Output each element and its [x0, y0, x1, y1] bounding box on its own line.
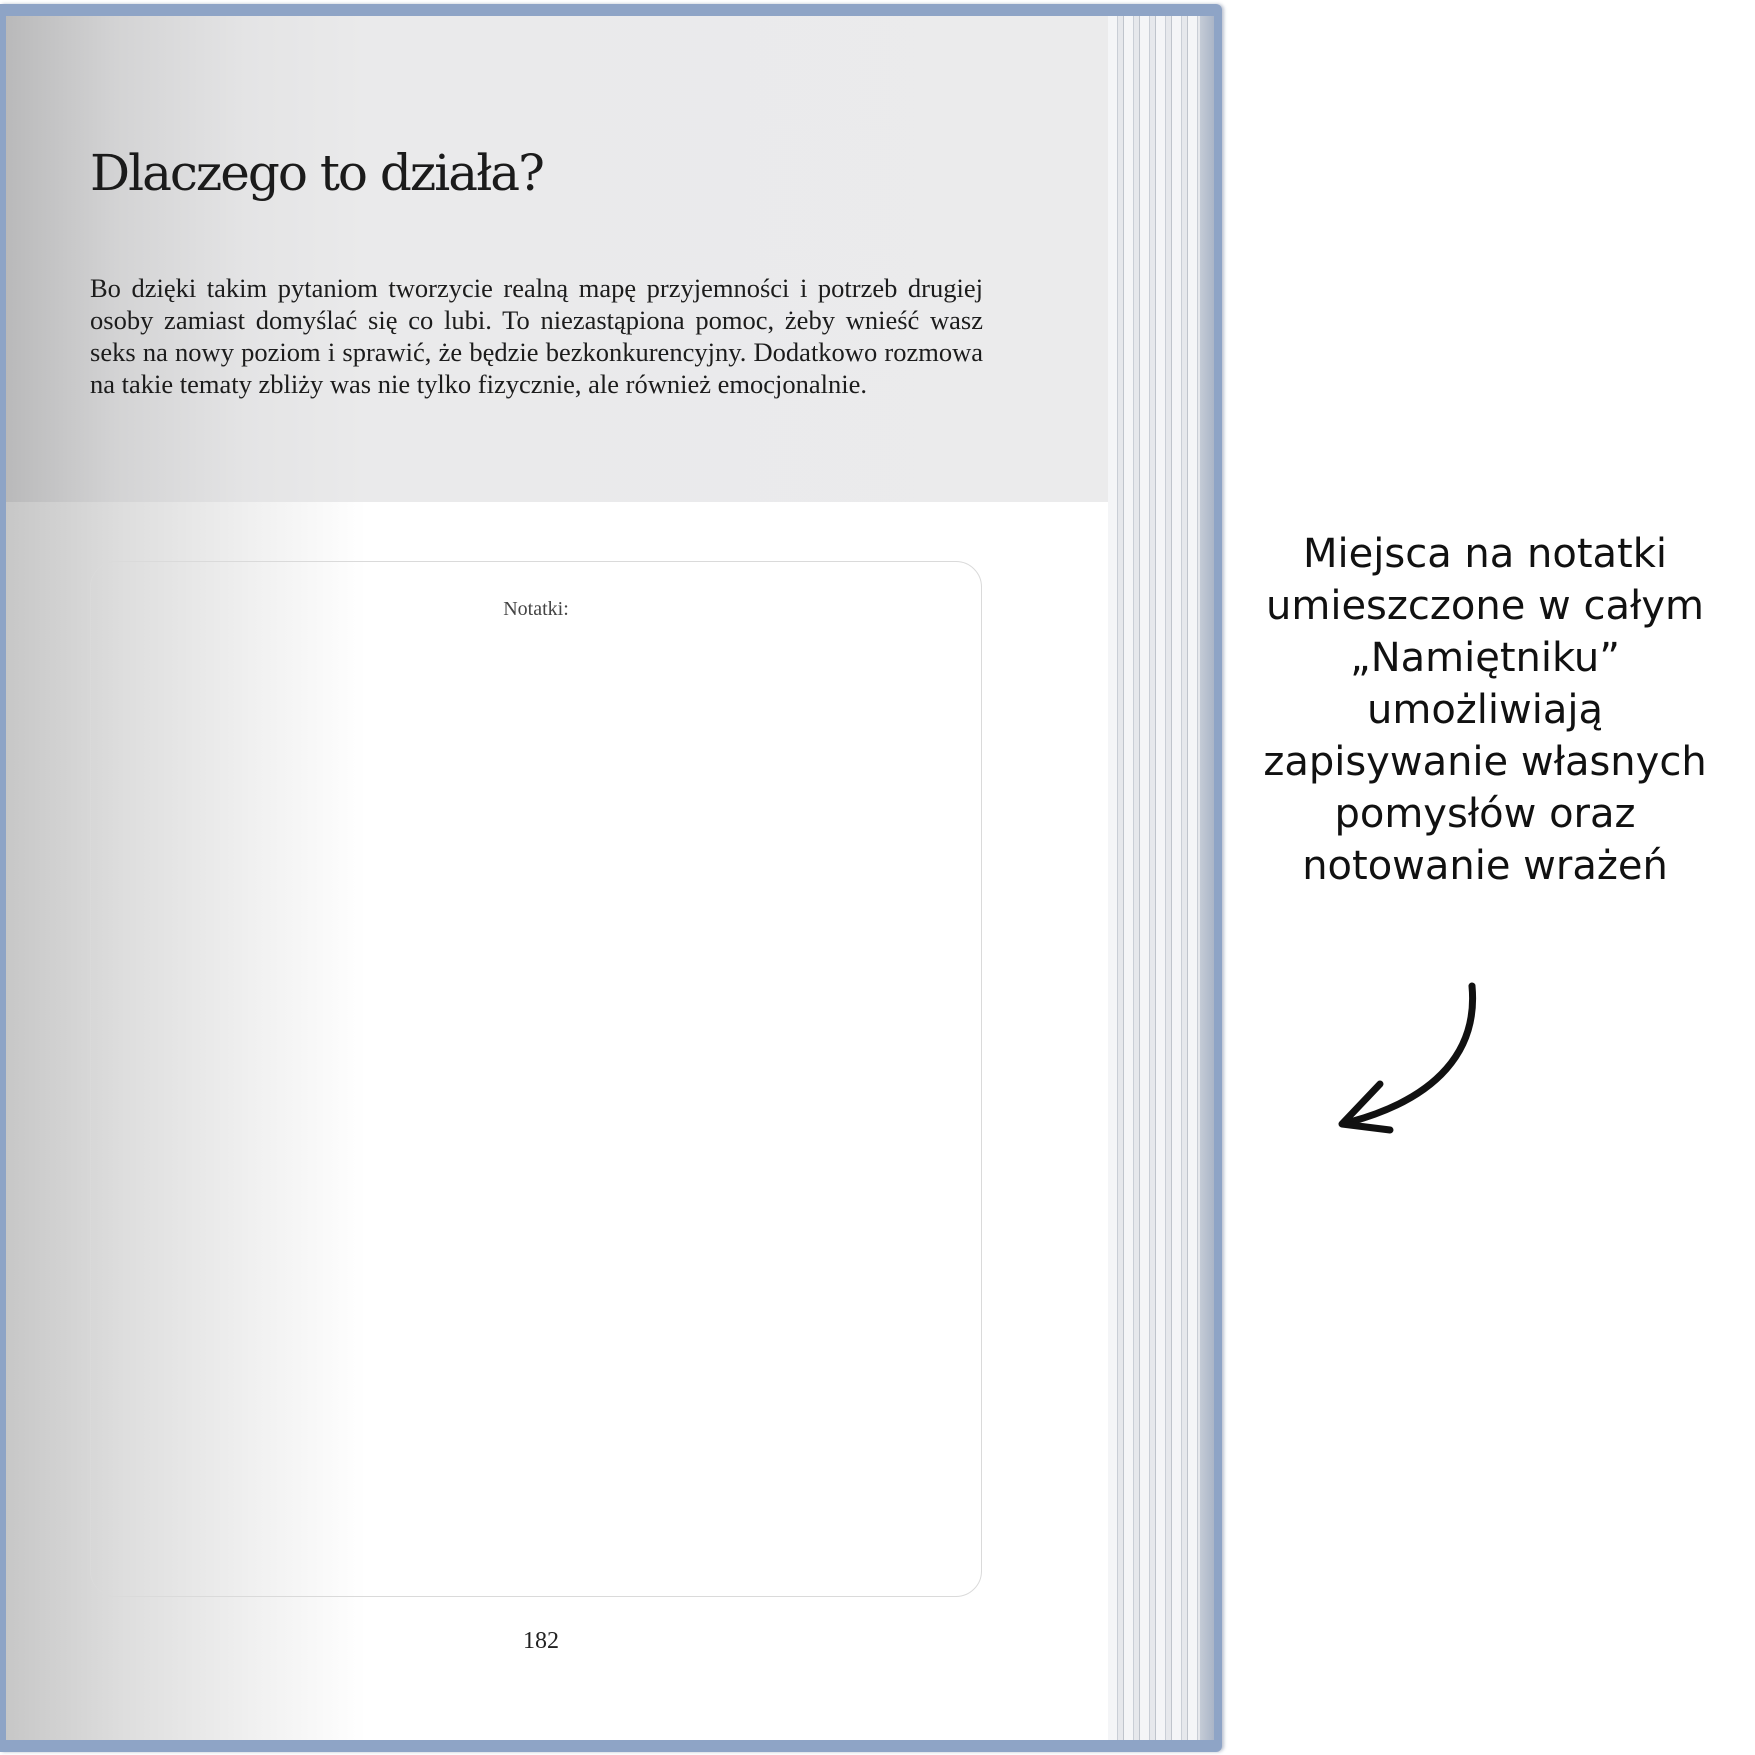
callout-text: Miejsca na notatki umieszczone w całym „Namiętniku” umożliwiają zapisywanie własnych pomysłów oraz notowanie wrażeń — [1263, 531, 1707, 889]
page-number: 182 — [523, 1628, 559, 1654]
page-stack-edge — [1108, 16, 1214, 1740]
page-title: Dlaczego to działa? — [90, 144, 543, 202]
curved-arrow-icon — [1320, 980, 1500, 1140]
body-paragraph: Bo dzięki takim pytaniom tworzycie realną mapę przyjemności i potrzeb drugiej osoby zamiast domyślać się co lubi. To niezastąpiona pomoc, żeby wnieść wasz seks na nowy poziom i sprawić, że będzie bezkonkurencyjny. Dodatkowo rozmowa na takie tematy zbliży was nie tylko fizycznie, ale również emocjonalnie. — [90, 273, 983, 399]
notes-label: Notatki: — [503, 598, 569, 620]
header-band — [6, 16, 1108, 502]
notes-box — [90, 561, 982, 1597]
book-page — [6, 16, 1108, 1740]
